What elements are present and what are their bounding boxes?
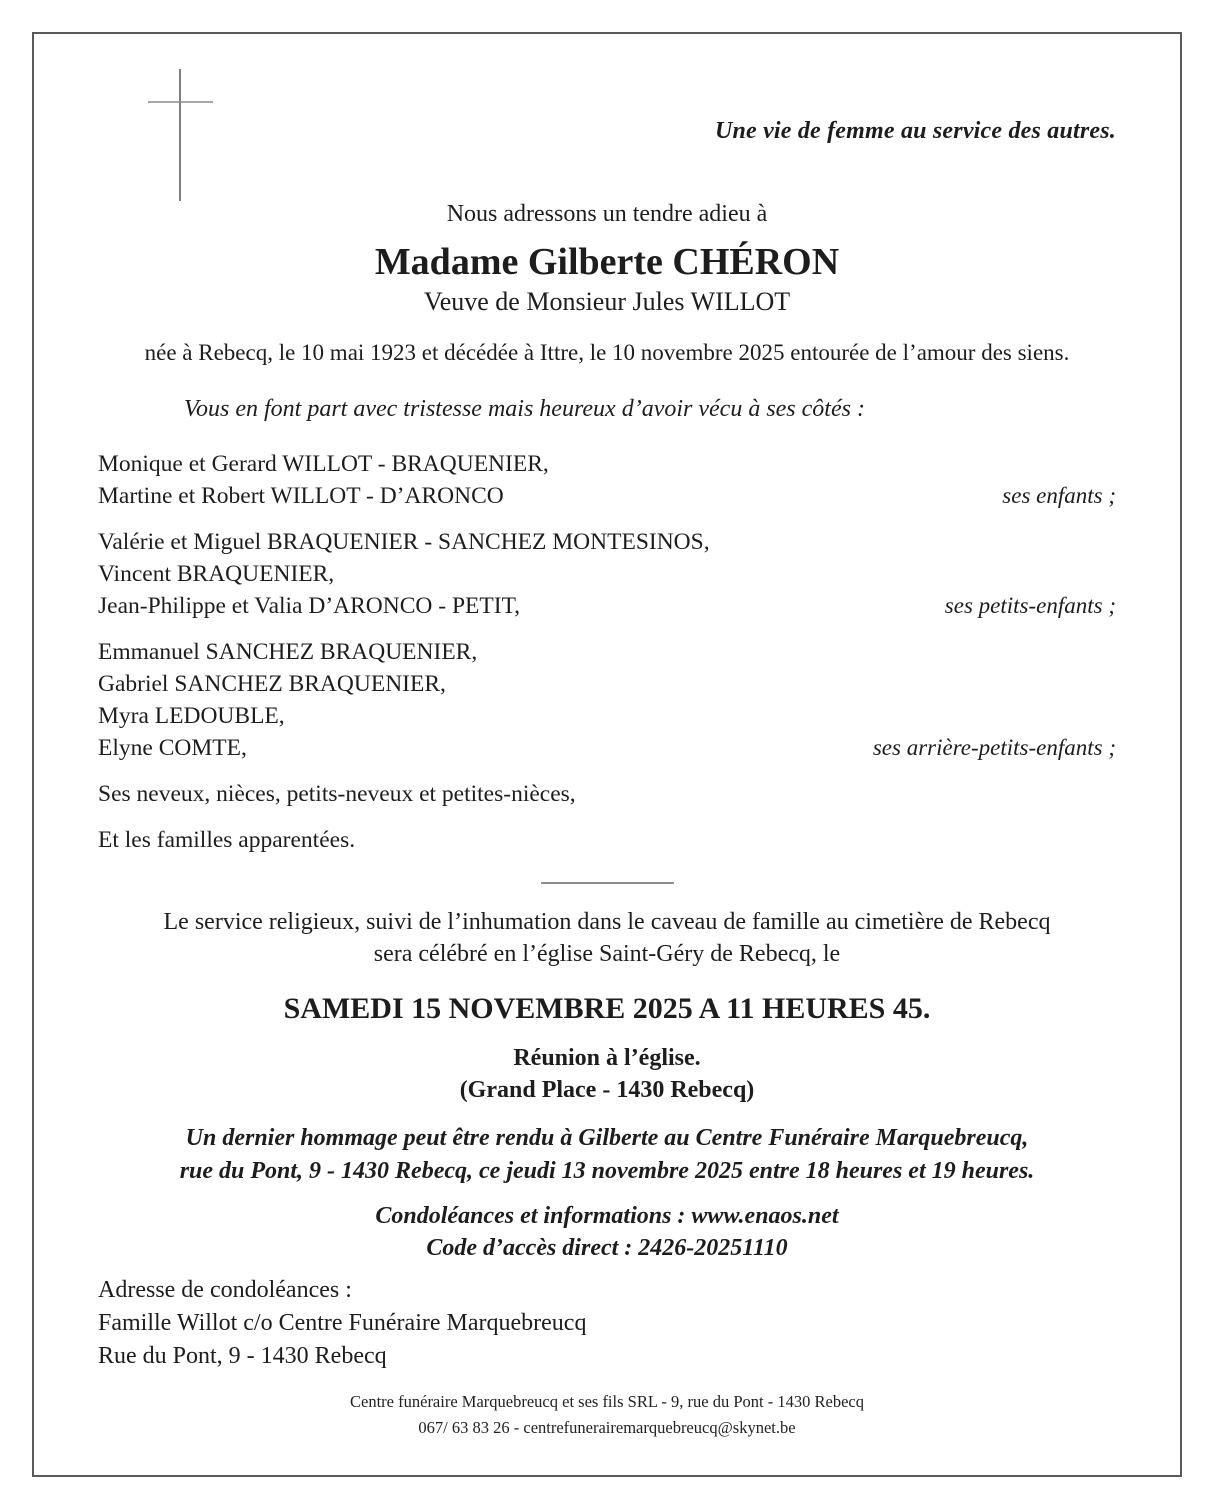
family-member-row (98, 480, 1116, 512)
related-families-line: Et les familles apparentées. (98, 827, 356, 853)
funeral-home-address-line: Centre funéraire Marquebreucq et ses fils SRL - 9, rue du Pont - 1430 Rebecq (350, 1392, 864, 1411)
family-group-children (98, 448, 1116, 512)
family-member-line: Vincent BRAQUENIER, (98, 561, 335, 587)
family-group-grandchildren (98, 526, 1116, 622)
page-border (32, 32, 1182, 1477)
family-member-line: Emmanuel SANCHEZ BRAQUENIER, (98, 639, 478, 665)
life-dates-line: née à Rebecq, le 10 mai 1923 et décédée à Ittre, le 10 novembre 2025 entourée de l’amour des siens. (144, 340, 1070, 365)
announcement-line: Vous en font part avec tristesse mais heureux d’avoir vécu à ses côtés : (184, 396, 865, 422)
family-member-line: Monique et Gerard WILLOT - BRAQUENIER, (98, 451, 549, 477)
meeting-location-line: (Grand Place - 1430 Rebecq) (459, 1077, 755, 1103)
last-homage-details (98, 1122, 1116, 1188)
deceased-subtitle: Veuve de Monsieur Jules WILLOT (423, 287, 791, 316)
ceremony-date-line: SAMEDI 15 NOVEMBRE 2025 A 11 HEURES 45. (283, 992, 931, 1025)
family-member-line: Valérie et Miguel BRAQUENIER - SANCHEZ MONTESINOS, (98, 529, 710, 555)
relation-label: ses arrière-petits-enfants ; (872, 735, 1116, 760)
funeral-home-footer (98, 1389, 1116, 1441)
family-member-line: Gabriel SANCHEZ BRAQUENIER, (98, 671, 446, 697)
family-member-row (98, 732, 1116, 764)
section-divider (541, 882, 674, 884)
funeral-home-contact-line: 067/ 63 83 26 - centrefunerairemarquebreucq@skynet.be (418, 1418, 796, 1437)
meeting-line: Réunion à l’église. (513, 1045, 701, 1071)
meeting-details (98, 1042, 1116, 1106)
motto: Une vie de femme au service des autres. (714, 118, 1116, 144)
family-member-line: Jean-Philippe et Valia D’ARONCO - PETIT, (98, 593, 521, 619)
service-line: sera célébré en l’église Saint-Géry de Rebecq, le (373, 941, 841, 967)
address-line: Rue du Pont, 9 - 1430 Rebecq (98, 1343, 387, 1369)
relation-label: ses petits-enfants ; (944, 593, 1116, 618)
deceased-name: Madame Gilberte CHÉRON (374, 241, 840, 283)
intro-line: Nous adressons un tendre adieu à (446, 201, 768, 227)
access-code-line: Code d’accès direct : 2426-20251110 (426, 1235, 788, 1261)
family-member-row (98, 590, 1116, 622)
relatives-line: Ses neveux, nièces, petits-neveux et petites-nièces, (98, 781, 576, 807)
relation-label: ses enfants ; (1002, 483, 1116, 508)
condolences-address (98, 1274, 1116, 1373)
address-line: Famille Willot c/o Centre Funéraire Marquebreucq (98, 1310, 587, 1336)
homage-line: rue du Pont, 9 - 1430 Rebecq, ce jeudi 13 novembre 2025 entre 18 heures et 19 heures. (179, 1158, 1035, 1184)
address-label: Adresse de condoléances : (98, 1277, 352, 1303)
service-details (98, 906, 1116, 970)
family-group-great-grandchildren (98, 636, 1116, 764)
cross-icon (146, 67, 214, 203)
family-member-line: Myra LEDOUBLE, (98, 703, 285, 729)
service-line: Le service religieux, suivi de l’inhumation dans le caveau de famille au cimetière de Rebecq (163, 909, 1051, 935)
family-member-line: Elyne COMTE, (98, 735, 247, 761)
condolences-website-line: Condoléances et informations : www.enaos.net (375, 1203, 839, 1229)
homage-line: Un dernier hommage peut être rendu à Gilberte au Centre Funéraire Marquebreucq, (185, 1125, 1029, 1151)
family-member-line: Martine et Robert WILLOT - D’ARONCO (98, 483, 504, 509)
family-list (98, 448, 1116, 856)
condolences-info (98, 1200, 1116, 1264)
